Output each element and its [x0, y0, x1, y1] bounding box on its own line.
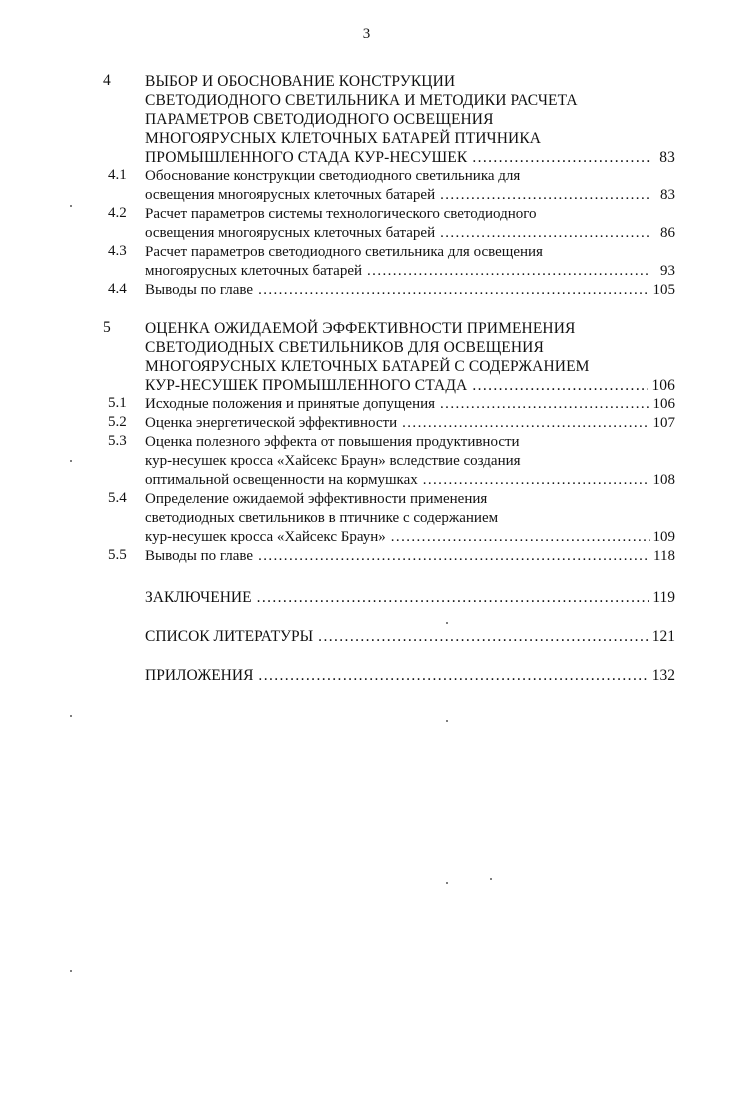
scan-speck	[70, 715, 72, 717]
chapter-title-line: ВЫБОР И ОБОСНОВАНИЕ КОНСТРУКЦИИ	[145, 73, 456, 90]
back-matter-title: ЗАКЛЮЧЕНИЕ	[145, 589, 252, 606]
section-title-line: Оценка энергетической эффективности	[145, 415, 398, 431]
section-number: 4.4	[108, 281, 127, 297]
scan-speck	[490, 878, 492, 880]
scan-speck	[70, 205, 72, 207]
chapter-title-line: СВЕТОДИОДНЫХ СВЕТИЛЬНИКОВ ДЛЯ ОСВЕЩЕНИЯ	[145, 339, 544, 356]
page-ref: 93	[660, 263, 675, 279]
section-title-line: Расчет параметров светодиодного светильника для освещения	[145, 244, 543, 260]
section-title-line: Исходные положения и принятые допущения	[145, 396, 436, 412]
dot-leader	[440, 224, 650, 243]
section-title-line: Оценка полезного эффекта от повышения продуктивности	[145, 434, 520, 450]
chapter-title-line: МНОГОЯРУСНЫХ КЛЕТОЧНЫХ БАТАРЕЙ ПТИЧНИКА	[145, 130, 542, 147]
section-title-line: освещения многоярусных клеточных батарей	[145, 187, 436, 203]
toc-section-5-2	[0, 414, 733, 433]
dot-leader	[472, 148, 650, 167]
section-number: 5.5	[108, 547, 127, 563]
section-title-line: кур-несушек кросса «Хайсекс Браун» вследствие создания	[145, 453, 521, 469]
dot-leader	[440, 186, 650, 205]
section-title-line: Выводы по главе	[145, 548, 254, 564]
chapter-title-line: ПРОМЫШЛЕННОГО СТАДА КУР-НЕСУШЕК	[145, 149, 468, 166]
section-title-line: кур-несушек кросса «Хайсекс Браун»	[145, 529, 386, 545]
dot-leader	[318, 627, 649, 646]
page-number: 3	[362, 26, 371, 42]
scan-speck	[70, 970, 72, 972]
dot-leader	[423, 471, 650, 490]
dot-leader	[258, 547, 650, 566]
page-ref: 108	[652, 472, 675, 488]
toc-section-5-5	[0, 547, 733, 566]
dot-leader	[402, 414, 649, 433]
chapter-title-line: СВЕТОДИОДНОГО СВЕТИЛЬНИКА И МЕТОДИКИ РАСЧЕТА	[145, 92, 578, 109]
section-number: 5.4	[108, 490, 127, 506]
dot-leader	[391, 528, 650, 547]
section-number: 5.1	[108, 395, 127, 411]
scan-speck	[446, 882, 448, 884]
page-ref: 132	[651, 667, 675, 684]
toc-section-4-1	[0, 167, 733, 205]
toc-section-5-4	[0, 490, 733, 547]
section-number: 4.2	[108, 205, 127, 221]
page-ref: 106	[652, 396, 675, 412]
page-ref: 106	[651, 377, 675, 394]
page-ref: 105	[652, 282, 675, 298]
scan-speck	[70, 460, 72, 462]
page-ref: 121	[651, 628, 675, 645]
back-matter-title: СПИСОК ЛИТЕРАТУРЫ	[145, 628, 314, 645]
section-title-line: Выводы по главе	[145, 282, 254, 298]
page-ref: 118	[653, 548, 675, 564]
section-title-line: многоярусных клеточных батарей	[145, 263, 363, 279]
dot-leader	[258, 281, 649, 300]
page-ref: 83	[659, 149, 675, 166]
chapter-number: 4	[103, 72, 111, 89]
toc-references	[0, 627, 733, 646]
chapter-title-line: ПАРАМЕТРОВ СВЕТОДИОДНОГО ОСВЕЩЕНИЯ	[145, 111, 494, 128]
toc-section-5-3	[0, 433, 733, 490]
dot-leader	[258, 666, 648, 685]
section-title-line: освещения многоярусных клеточных батарей	[145, 225, 436, 241]
page-ref: 109	[652, 529, 675, 545]
toc-section-5-1	[0, 395, 733, 414]
section-number: 4.1	[108, 167, 127, 183]
chapter-number: 5	[103, 319, 111, 336]
scan-speck	[446, 720, 448, 722]
section-title-line: Расчет параметров системы технологического светодиодного	[145, 206, 537, 222]
toc-section-4-4	[0, 281, 733, 300]
toc-appendices	[0, 666, 733, 685]
page-ref: 86	[660, 225, 675, 241]
section-title-line: светодиодных светильников в птичнике с содержанием	[145, 510, 499, 526]
table-of-contents	[0, 72, 733, 685]
toc-section-4-2	[0, 205, 733, 243]
section-title-line: Определение ожидаемой эффективности применения	[145, 491, 488, 507]
scan-speck	[446, 622, 448, 624]
dot-leader	[440, 395, 649, 414]
page-ref: 83	[660, 187, 675, 203]
toc-section-4-3	[0, 243, 733, 281]
toc-conclusion	[0, 588, 733, 607]
chapter-title-line: ОЦЕНКА ОЖИДАЕМОЙ ЭФФЕКТИВНОСТИ ПРИМЕНЕНИЯ	[145, 320, 576, 337]
section-title-line: оптимальной освещенности на кормушках	[145, 472, 418, 488]
chapter-title-line: МНОГОЯРУСНЫХ КЛЕТОЧНЫХ БАТАРЕЙ С СОДЕРЖАНИЕМ	[145, 358, 590, 375]
dot-leader	[472, 376, 648, 395]
chapter-title-line: КУР-НЕСУШЕК ПРОМЫШЛЕННОГО СТАДА	[145, 377, 468, 394]
page-ref: 107	[652, 415, 675, 431]
page-ref: 119	[652, 589, 675, 606]
section-title-line: Обоснование конструкции светодиодного светильника для	[145, 168, 521, 184]
dot-leader	[257, 588, 650, 607]
toc-chapter-5	[0, 319, 733, 395]
back-matter-title: ПРИЛОЖЕНИЯ	[145, 667, 254, 684]
section-number: 5.2	[108, 414, 127, 430]
section-number: 5.3	[108, 433, 127, 449]
toc-chapter-4	[0, 72, 733, 167]
section-number: 4.3	[108, 243, 127, 259]
dot-leader	[367, 262, 650, 281]
